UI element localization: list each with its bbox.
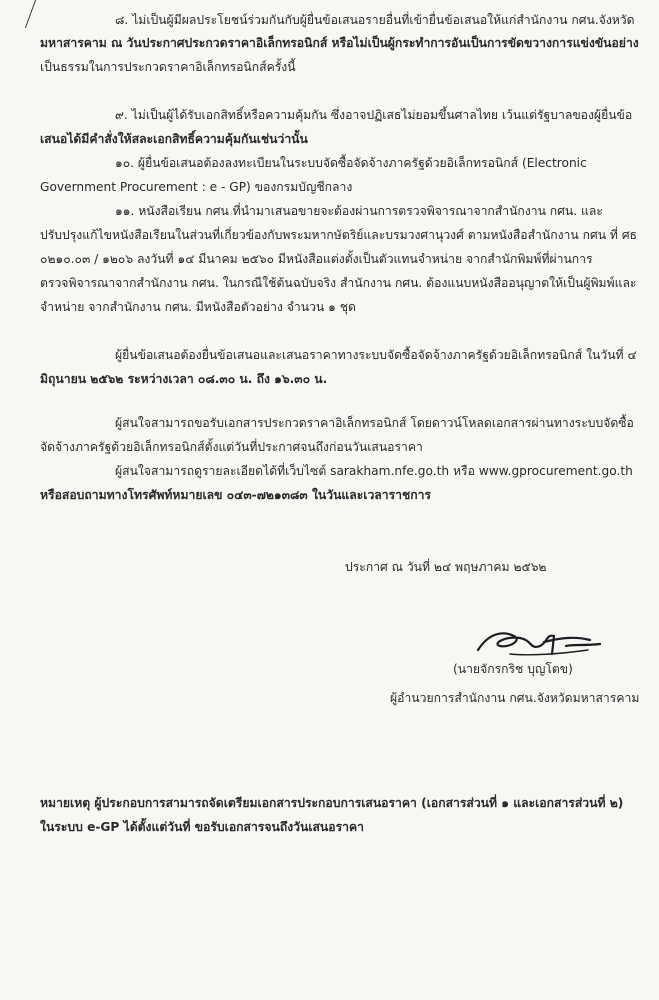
clause-8-line-2: มหาสารคาม ณ วันประกาศประกวดราคาอิเล็กทรอนิกส์ หรือไม่เป็นผู้กระทำการอันเป็นการขัดขวางการแข่งขันอย่าง [40,36,639,50]
signatory-name: (นายจักรกริช บุญโตข) [453,662,573,677]
clause-11-line-5: จำหน่าย จากสำนักงาน กศน. มีหนังสือตัวอย่าง จำนวน ๑ ชุด [40,300,356,314]
clause-11-line-3: ๐๒๑๐.๐๓ / ๑๒๐๖ ลงวันที่ ๑๔ มีนาคม ๒๕๖๐ มีหนังสือแต่งตั้งเป็นตัวแทนจำหน่าย จากสำนักพิมพ์ที่ผ่านการ [40,252,593,266]
note-line-2: ในระบบ e-GP ได้ตั้งแต่วันที่ ขอรับเอกสารจนถึงวันเสนอราคา [40,820,364,834]
signature-image [470,624,610,664]
clause-10-line-1: ๑๐. ผู้ยื่นข้อเสนอต้องลงทะเบียนในระบบจัดซื้อจัดจ้างภาครัฐด้วยอิเล็กทรอนิกส์ (Electronic [115,156,587,170]
contact-line-2: หรือสอบถามทางโทรศัพท์หมายเลข ๐๔๓-๗๒๑๓๘๓ ในวันและเวลาราชการ [40,488,432,502]
submission-line-1: ผู้ยื่นข้อเสนอต้องยื่นข้อเสนอและเสนอราคาทางระบบจัดซื้อจัดจ้างภาครัฐด้วยอิเล็กทรอนิกส์ ในวันที่ ๔ [115,348,637,362]
clause-8-line-3: เป็นธรรมในการประกวดราคาอิเล็กทรอนิกส์ครั้งนี้ [40,60,296,74]
clause-10-line-2: Government Procurement : e - GP) ของกรมบัญชีกลาง [40,180,353,194]
download-line-2: จัดจ้างภาครัฐด้วยอิเล็กทรอนิกส์ตั้งแต่วันที่ประกาศจนถึงก่อนวันเสนอราคา [40,440,423,454]
clause-11-line-2: ปรับปรุงแก้ไขหนังสือเรียนในส่วนที่เกี่ยวข้องกับพระมหากษัตริย์และบรมวงศานุวงศ์ ตามหนังสือสำนักงาน กศน ที่ ศธ [40,228,637,242]
contact-line-1: ผู้สนใจสามารถดูรายละเอียดได้ที่เว็บไซต์ sarakham.nfe.go.th หรือ www.gprocurement.go.th [115,464,633,478]
signatory-position: ผู้อำนวยการสำนักงาน กศน.จังหวัดมหาสารคาม [390,691,640,706]
submission-line-2: มิถุนายน ๒๕๖๒ ระหว่างเวลา ๐๘.๓๐ น. ถึง ๑๖.๓๐ น. [40,372,328,386]
download-line-1: ผู้สนใจสามารถขอรับเอกสารประกวดราคาอิเล็กทรอนิกส์ โดยดาวน์โหลดเอกสารผ่านทางระบบจัดซื้อ [115,416,634,430]
clause-9-line-2: เสนอได้มีคำสั่งให้สละเอกสิทธิ์ความคุ้มกันเช่นว่านั้น [40,132,308,146]
clause-11-line-1: ๑๑. หนังสือเรียน กศน ที่นำมาเสนอขายจะต้องผ่านการตรวจพิจารณาจากสำนักงาน กศน. และ [115,204,603,218]
clause-11-line-4: ตรวจพิจารณาจากสำนักงาน กศน. ในกรณีใช้ต้นฉบับจริง สำนักงาน กศน. ต้องแนบหนังสืออนุญาตให้เป็นผู้พิมพ์และ [40,276,637,290]
clause-9-line-1: ๙. ไม่เป็นผู้ได้รับเอกสิทธิ์หรือความคุ้มกัน ซึ่งอาจปฏิเสธไม่ยอมขึ้นศาลไทย เว้นแต่รัฐบาลของผู้ยื่นข้อ [115,108,633,122]
announce-date: ประกาศ ณ วันที่ ๒๔ พฤษภาคม ๒๕๖๒ [345,560,547,574]
page-corner-mark [25,0,52,28]
clause-8-line-1: ๘. ไม่เป็นผู้มีผลประโยชน์ร่วมกันกับผู้ยื่นข้อเสนอรายอื่นที่เข้ายื่นข้อเสนอให้แก่สำนักงาน กศน.จังหวัด [115,13,635,27]
note-line-1: หมายเหตุ ผู้ประกอบการสามารถจัดเตรียมเอกสารประกอบการเสนอราคา (เอกสารส่วนที่ ๑ และเอกสารส่วนที่ ๒) [40,796,624,810]
